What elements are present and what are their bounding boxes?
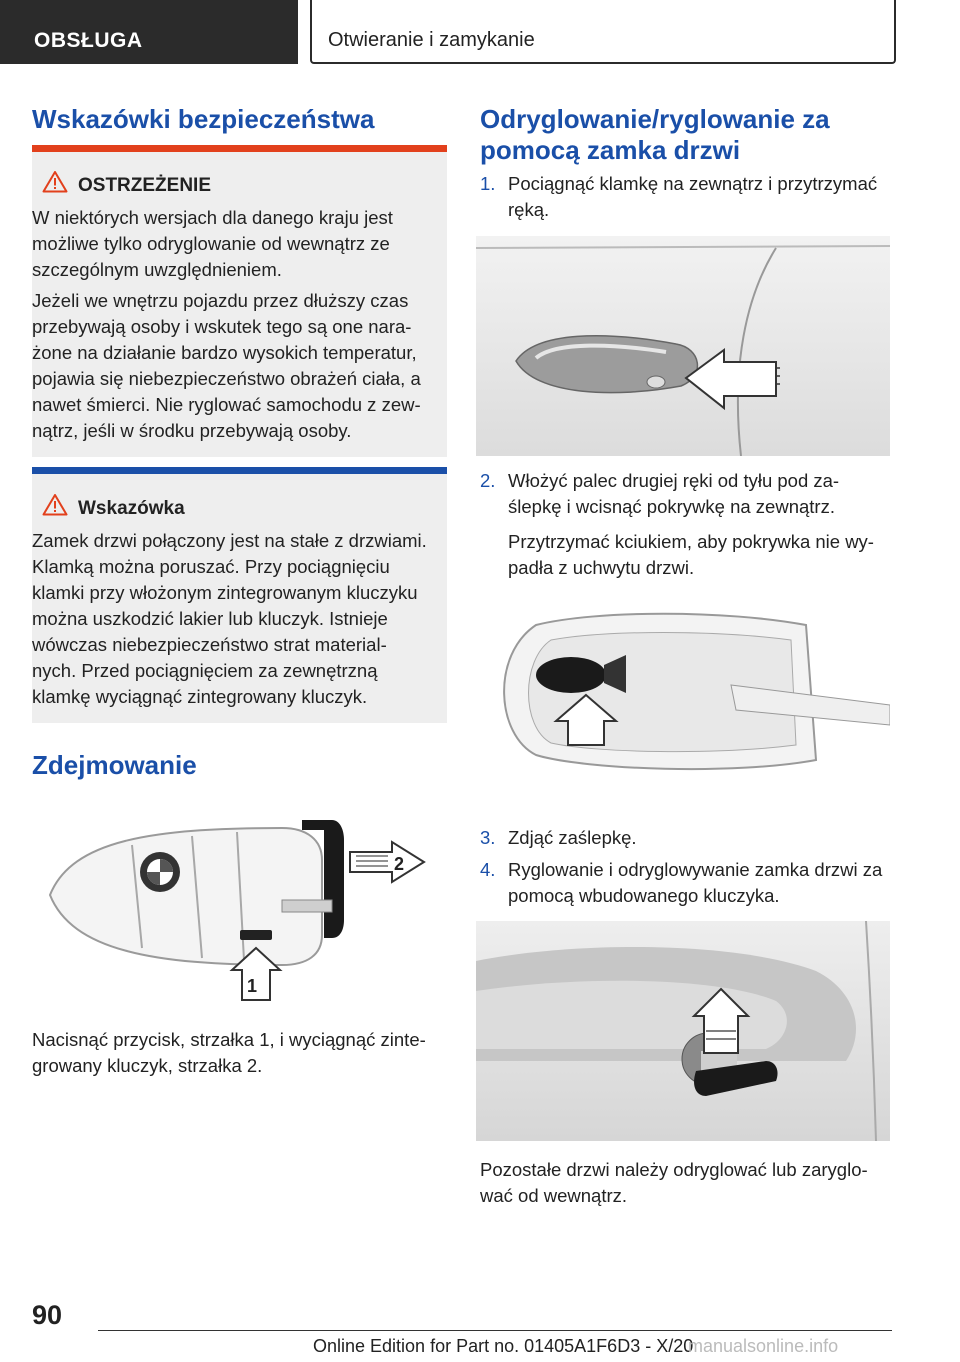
warning-triangle-icon — [42, 170, 68, 193]
step-2-number: 2. — [480, 470, 496, 491]
cover-removal-illustration — [476, 595, 890, 810]
note-para: Zamek drzwi połączony jest na stałe z drzwiami. Klamką można poruszać. Przy pociągnięciu klamki przy włożonym zintegrowanym kluczyku można uszkodzić lakier lub kluczyk. Istnieje wówczas niebezpieczeństwo strat material‐ nych. Przed pociągnięciem za zewnętrzną klamkę wyciągnąć zintegrowany kluczyk. — [32, 530, 427, 707]
lock-title: Odryglowanie/ryglowanie za pomocą zamka drzwi — [480, 104, 830, 165]
step-1-number: 1. — [480, 173, 496, 194]
final-text: Pozostałe drzwi należy odryglować lub zaryglo‐ wać od wewnątrz. — [480, 1159, 868, 1206]
arrow-2-label: 2 — [394, 854, 405, 874]
note-triangle-icon — [42, 493, 68, 516]
footer-edition: Online Edition for Part no. 01405A1F6D3 - X/20 — [313, 1336, 694, 1356]
arrow-1-label: 1 — [247, 976, 258, 996]
step-4-number: 4. — [480, 859, 496, 880]
remove-text: Nacisnąć przycisk, strzałka 1, i wyciągnąć zinte‐ growany kluczyk, strzałka 2. — [32, 1029, 426, 1076]
note-bar — [32, 467, 447, 474]
key-removal-illustration — [32, 800, 447, 1010]
warning-para-2: Jeżeli we wnętrzu pojazdu przez dłuższy czas przebywają osoby i wskutek tego są one nara‐ żone na działanie bardzo wysokich temperatur, pojawia się niebezpieczeństwo obrażeń ciała, a nawet śmierci. Nie ryglować samochodu z zew‐ nątrz, jeśli w środku przebywają osoby. — [32, 290, 421, 441]
note-box — [32, 467, 447, 723]
section-tab — [0, 0, 298, 64]
warning-bar — [32, 145, 447, 152]
warning-title: OSTRZEŻENIE — [78, 175, 212, 196]
footer-divider — [98, 1330, 892, 1331]
section-label: OBSŁUGA — [34, 29, 143, 52]
note-title: Wskazówka — [78, 498, 185, 519]
safety-title: Wskazówki bezpieczeństwa — [32, 104, 375, 134]
warning-para-1: W niektórych wersjach dla danego kraju jest możliwe tylko odryglowanie od wewnątrz ze szczególnym uwzględnieniem. — [32, 207, 393, 280]
remove-title: Zdejmowanie — [32, 750, 197, 780]
warning-box — [32, 145, 447, 457]
chapter-label: Otwieranie i zamykanie — [328, 29, 535, 51]
key-in-lock-illustration — [476, 921, 890, 1141]
chapter-tab — [310, 0, 896, 64]
step-3-number: 3. — [480, 827, 496, 848]
watermark: manualsonline.info — [688, 1336, 839, 1356]
step-2-extra: Przytrzymać kciukiem, aby pokrywka nie wy‐ padła z uchwytu drzwi. — [508, 531, 874, 578]
page-number: 90 — [32, 1300, 63, 1330]
door-handle-pull-illustration — [476, 236, 890, 456]
